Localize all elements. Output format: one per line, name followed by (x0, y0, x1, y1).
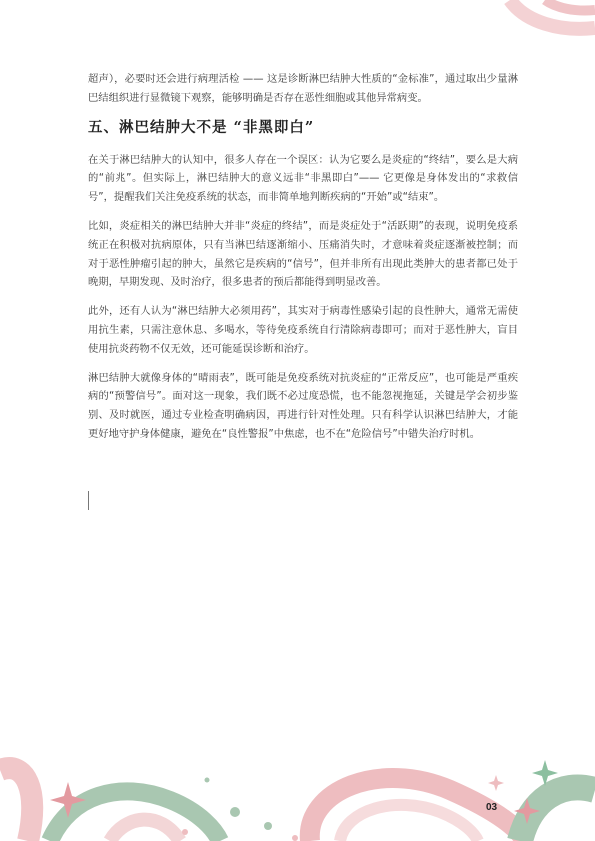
body-paragraph-1: 在关于淋巴结肿大的认知中，很多人存在一个误区：认为它要么是炎症的“终结”，要么是大病的“前兆”。但实际上，淋巴结肿大的意义远非“非黑即白”—— 它更像是身体发出的“求救信号”，提醒我们关注免疫系统的状态，而非简单地判断疾病的“开始”或“结束”。 (88, 153, 518, 204)
article-body (88, 70, 518, 454)
top-right-arcs (510, 0, 595, 29)
bottom-right-arcs (310, 778, 595, 841)
intro-paragraph: 超声），必要时还会进行病理活检 —— 这是诊断淋巴结肿大性质的“金标准”，通过取出少量淋巴结组织进行显微镜下观察，能够明确是否存在恶性细胞或其他异常病变。 (88, 73, 518, 104)
text-cursor[interactable] (88, 491, 89, 510)
body-paragraph-4: 淋巴结肿大就像身体的“晴雨表”，既可能是免疫系统对抗炎症的“正常反应”，也可能是严重疾病的“预警信号”。面对这一现象，我们既不必过度恐慌，也不能忽视拖延，关键是学会初步鉴别、及时就医，通过专业检查明确病因，再进行针对性处理。只有科学认识淋巴结肿大，才能更好地守护身体健康，避免在“良性警报”中焦虑，也不在“危险信号”中错失治疗时机。 (88, 371, 518, 440)
body-paragraph-3: 此外，还有人认为“淋巴结肿大必须用药”，其实对于病毒性感染引起的良性肿大，通常无需使用抗生素，只需注意休息、多喝水，等待免疫系统自行清除病毒即可；而对于恶性肿大，盲目使用抗炎药物不仅无效，还可能延误诊断和治疗。 (88, 305, 518, 355)
body-paragraph-2: 比如，炎症相关的淋巴结肿大并非“炎症的终结”，而是炎症处于“活跃期”的表现，说明免疫系统正在积极对抗病原体，只有当淋巴结逐渐缩小、压痛消失时，才意味着炎症逐渐被控制；而对于恶性肿瘤引起的肿大，虽然它是疾病的“信号”，但并非所有出现此类肿大的患者都已处于晚期，早期发现、及时治疗，很多患者的预后都能得到明显改善。 (88, 219, 518, 289)
decorative-dots (182, 778, 298, 841)
sparkle-icons (50, 760, 558, 824)
section-title: 五、淋巴结肿大不是 “非黑即白” (88, 118, 315, 136)
bottom-left-arcs (0, 768, 220, 841)
page-number: 03 (486, 802, 498, 813)
